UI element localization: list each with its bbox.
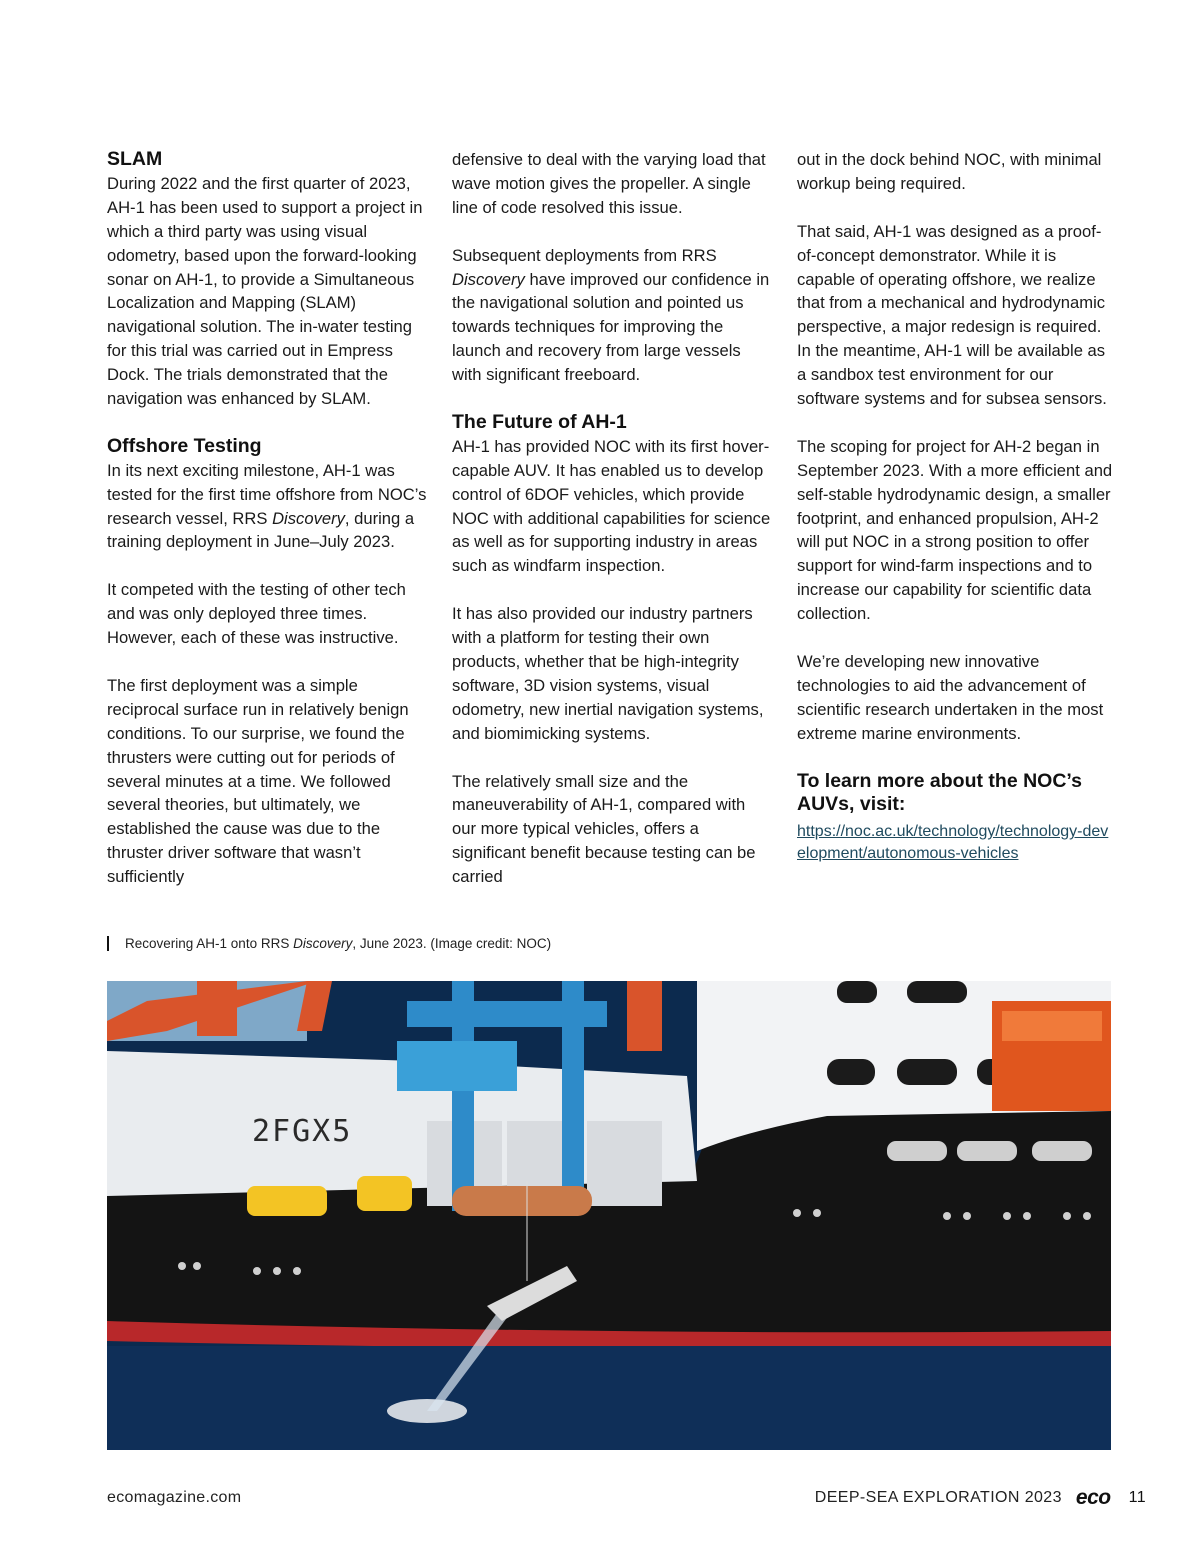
column2-paragraph-1: defensive to deal with the varying load that wave motion gives the propeller. A single line of code resolved this issue. [452,150,766,217]
offshore-paragraph-2: It competed with the testing of other tech and was only deployed three times. However, each of these was instructive. [107,580,406,648]
footer-website: ecomagazine.com [107,1489,242,1506]
learn-more-heading: To learn more about the NOC’s AUVs, visit: [797,769,1082,816]
future-heading: The Future of AH-1 [452,410,627,433]
offshore-paragraph-3: The first deployment was a simple reciprocal surface run in relatively benign conditions. To our surprise, we found the thrusters were cutting out for periods of several minutes at a time. We followed several theories, but ultimately, we established the cause was due to the thruster driver software that wasn’t sufficiently [107,675,409,887]
offshore-paragraph-1: In its next exciting milestone, AH-1 was tested for the first time offshore from NOC’s research vessel, RRS Discovery, during a training deployment in June–July 2023. [107,460,427,552]
article-columns [107,148,1117,889]
column2-paragraph-5: The relatively small size and the maneuverability of AH-1, compared with our more typical vehicles, offers a significant benefit because testing can be carried [452,771,756,887]
column-3 [797,148,1117,889]
column2-paragraph-4: It has also provided our industry partners with a platform for testing their own products, whether that be high-integrity software, 3D vision systems, visual odometry, new inertial navigation systems, and biomimicking systems. [452,604,764,743]
slam-heading: SLAM [107,148,163,170]
column-2 [452,148,772,889]
column3-paragraph-4: We’re developing new innovative technologies to aid the advancement of scientific research undertaken in the most extreme marine environments. [797,651,1104,743]
column3-paragraph-3: The scoping for project for AH-2 began in September 2023. With a more efficient and self-stable hydrodynamic design, a smaller footprint, and enhanced propulsion, AH-2 will put NOC in a strong position to offer support for wind-farm inspections and to increase our capability for scientific data collection. [797,436,1113,624]
column3-paragraph-2: That said, AH-1 was designed as a proof-of-concept demonstrator. While it is capable of operating offshore, we realize that from a mechanical and hydrodynamic perspective, a major redesign is required. In the meantime, AH-1 will be available as a sandbox test environment for our software systems and for subsea sensors. [797,221,1107,409]
auv-info-link[interactable]: https://noc.ac.uk/technology/technology-development/autonomous-vehicles [797,823,1109,863]
hull-marking: 2FGX5 [252,1114,353,1149]
slam-paragraph: During 2022 and the first quarter of 2023, AH-1 has been used to support a project in which a third party was using visual odometry, based upon the forward-looking sonar on AH-1, to provide a Simultaneous Localization and Mapping (SLAM) navigational solution. The in-water testing for this trial was carried out in Empress Dock. The trials demonstrated that the navigation was enhanced by SLAM. [107,173,423,409]
column3-paragraph-1: out in the dock behind NOC, with minimal workup being required. [797,150,1102,193]
eco-logo: eco [1075,1486,1111,1509]
offshore-testing-heading: Offshore Testing [107,434,262,457]
caption-marker [107,936,109,951]
footer-issue-info [815,1486,1146,1510]
caption-text: Recovering AH-1 onto RRS Discovery, June 2023. (Image credit: NOC) [125,936,552,951]
page-number: 11 [1128,1489,1146,1506]
column-1 [107,148,427,889]
column2-paragraph-2: Subsequent deployments from RRS Discovery have improved our confidence in the navigational solution and pointed us towards techniques for improving the launch and recovery from large vessels with significant freeboard. [452,245,770,385]
footer-issue-title: DEEP-SEA EXPLORATION 2023 [814,1489,1062,1506]
ship-recovery-photo [107,981,1111,1450]
photo-caption [107,936,551,951]
column2-paragraph-3: AH-1 has provided NOC with its first hover-capable AUV. It has enabled us to develop control of 6DOF vehicles, which provide NOC with additional capabilities for science as well as for supporting industry in areas such as windfarm inspection. [452,436,771,576]
